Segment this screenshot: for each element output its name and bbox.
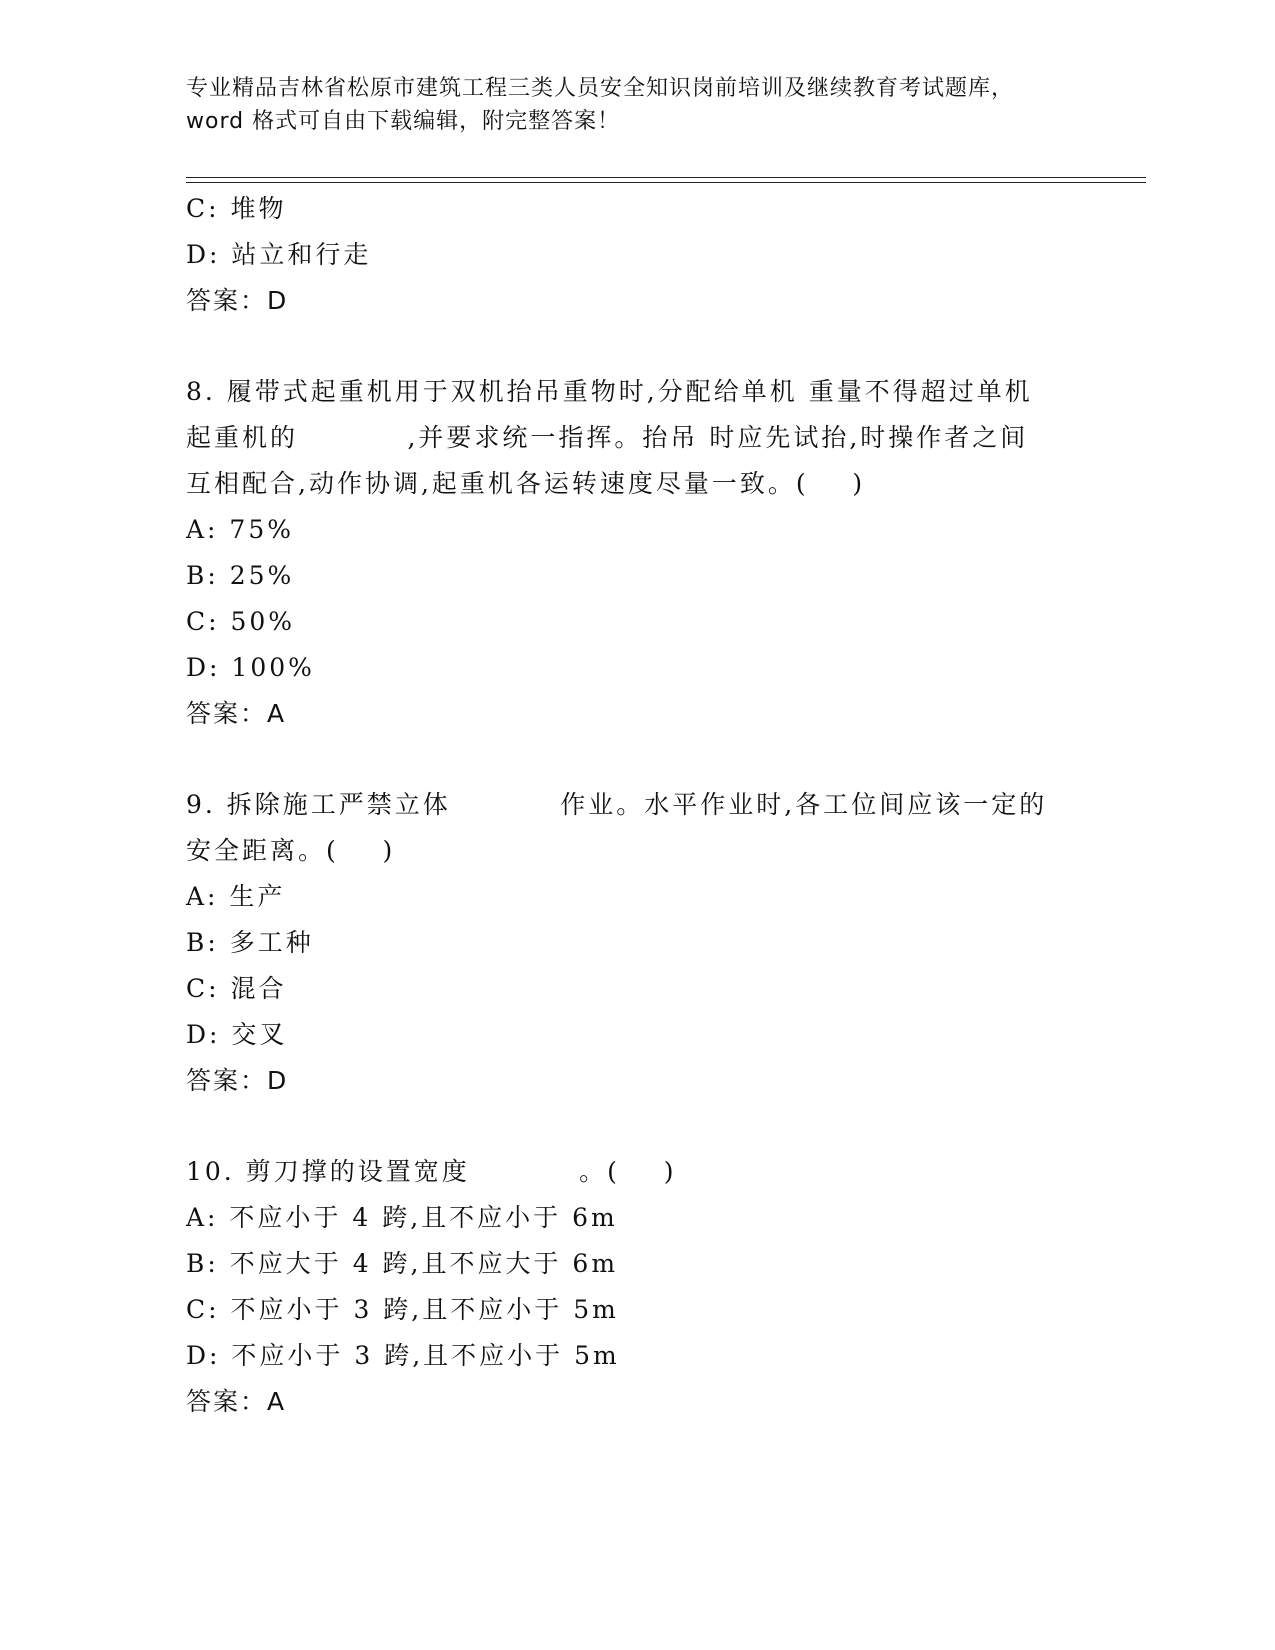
option-d: D: 不应小于 3 跨,且不应小于 5m bbox=[186, 1341, 620, 1370]
option-d: D: 站立和行走 bbox=[186, 240, 372, 269]
header-divider-bottom bbox=[186, 182, 1146, 183]
option-a: A: 75% bbox=[186, 515, 294, 544]
option-c: C: 堆物 bbox=[186, 194, 287, 223]
question-list bbox=[186, 186, 1086, 1425]
question-block-10 bbox=[186, 1149, 1086, 1425]
question-text-line: 起重机的 ,并要求统一指挥。抬吊 时应先试抬,时操作者之间 bbox=[186, 423, 1029, 452]
question-text-line: 10. 剪刀撑的设置宽度 。( ) bbox=[186, 1157, 677, 1186]
option-a: A: 生产 bbox=[186, 882, 286, 911]
option-d: D: 100% bbox=[186, 653, 315, 682]
option-d: D: 交叉 bbox=[186, 1020, 288, 1049]
answer-line: 答案：D bbox=[186, 286, 289, 315]
option-b: B: 多工种 bbox=[186, 928, 314, 957]
answer-line: 答案：A bbox=[186, 699, 287, 728]
header-divider-top bbox=[186, 177, 1146, 178]
header-line-2: word 格式可自由下载编辑，附完整答案！ bbox=[186, 109, 621, 134]
option-b: B: 25% bbox=[186, 561, 295, 590]
option-c: C: 混合 bbox=[186, 974, 287, 1003]
question-text-line: 互相配合,动作协调,起重机各运转速度尽量一致。( ) bbox=[186, 469, 866, 498]
question-block-9 bbox=[186, 782, 1086, 1104]
answer-line: 答案：D bbox=[186, 1066, 289, 1095]
answer-line: 答案：A bbox=[186, 1387, 287, 1416]
option-a: A: 不应小于 4 跨,且不应小于 6m bbox=[186, 1203, 618, 1232]
question-block-8 bbox=[186, 369, 1086, 737]
question-text-line: 9. 拆除施工严禁立体 作业。水平作业时,各工位间应该一定的 bbox=[186, 790, 1048, 819]
option-c: C: 不应小于 3 跨,且不应小于 5m bbox=[186, 1295, 619, 1324]
document-header bbox=[186, 72, 1086, 138]
option-b: B: 不应大于 4 跨,且不应大于 6m bbox=[186, 1249, 619, 1278]
question-text-line: 安全距离。( ) bbox=[186, 836, 396, 865]
header-line-1: 专业精品吉林省松原市建筑工程三类人员安全知识岗前培训及继续教育考试题库， bbox=[186, 76, 1015, 101]
question-block-partial bbox=[186, 186, 1086, 324]
option-c: C: 50% bbox=[186, 607, 296, 636]
question-text-line: 8. 履带式起重机用于双机抬吊重物时,分配给单机 重量不得超过单机 bbox=[186, 377, 1033, 406]
